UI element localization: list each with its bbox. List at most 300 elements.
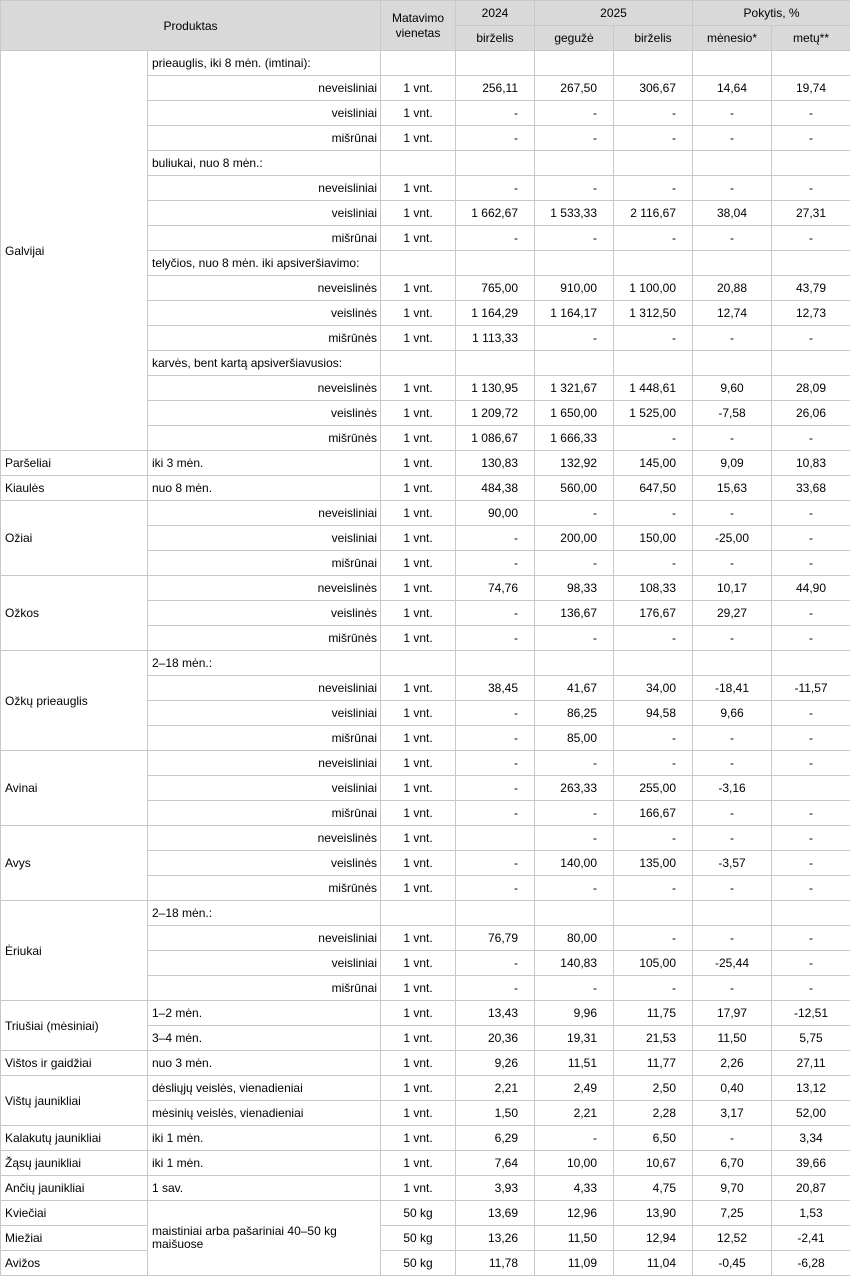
value-2025-geguze: 136,67 — [535, 601, 614, 626]
table-row — [1, 1051, 850, 1076]
value-2025-birzelis: - — [614, 826, 693, 851]
change-metu: 27,11 — [772, 1051, 850, 1076]
variety-cell: neveisliniai — [148, 501, 381, 526]
table-row — [1, 901, 850, 926]
variety-cell: veisliniai — [148, 201, 381, 226]
variety-cell: mišrūnai — [148, 551, 381, 576]
table-row — [1, 1226, 850, 1251]
empty-cell — [381, 901, 456, 926]
variety-cell: veisliniai — [148, 526, 381, 551]
value-2024-birzelis: - — [456, 101, 535, 126]
table-row — [1, 1151, 850, 1176]
subcategory-cell: nuo 8 mėn. — [148, 476, 381, 501]
value-2024-birzelis: 256,11 — [456, 76, 535, 101]
change-menesio: - — [693, 126, 772, 151]
value-2025-geguze: - — [535, 826, 614, 851]
table-row — [1, 651, 850, 676]
change-menesio: 9,60 — [693, 376, 772, 401]
empty-cell — [614, 651, 693, 676]
value-2025-birzelis: 1 100,00 — [614, 276, 693, 301]
value-2025-geguze: 11,50 — [535, 1226, 614, 1251]
change-metu: 3,34 — [772, 1126, 850, 1151]
value-2025-birzelis: 10,67 — [614, 1151, 693, 1176]
header-metu: metų** — [772, 26, 850, 51]
empty-cell — [535, 151, 614, 176]
product-group-cell: Avinai — [1, 751, 148, 826]
value-2025-geguze: - — [535, 751, 614, 776]
value-2025-geguze: 200,00 — [535, 526, 614, 551]
variety-cell: veislinės — [148, 601, 381, 626]
variety-cell: mišrūnai — [148, 126, 381, 151]
unit-cell: 1 vnt. — [381, 76, 456, 101]
value-2025-geguze: 1 321,67 — [535, 376, 614, 401]
variety-cell: veisliniai — [148, 701, 381, 726]
unit-cell: 1 vnt. — [381, 601, 456, 626]
variety-cell: veislinės — [148, 851, 381, 876]
empty-cell — [456, 651, 535, 676]
value-2024-birzelis: 13,43 — [456, 1001, 535, 1026]
product-group-cell: Avižos — [1, 1251, 148, 1276]
value-2025-birzelis: 94,58 — [614, 701, 693, 726]
empty-cell — [693, 151, 772, 176]
empty-cell — [456, 151, 535, 176]
value-2025-birzelis: 2,50 — [614, 1076, 693, 1101]
empty-cell — [381, 151, 456, 176]
empty-cell — [614, 901, 693, 926]
unit-cell: 1 vnt. — [381, 301, 456, 326]
subcategory-cell: nuo 3 mėn. — [148, 1051, 381, 1076]
change-menesio: 3,17 — [693, 1101, 772, 1126]
unit-cell: 1 vnt. — [381, 876, 456, 901]
change-metu: - — [772, 551, 850, 576]
unit-cell: 1 vnt. — [381, 976, 456, 1001]
value-2025-geguze: 560,00 — [535, 476, 614, 501]
value-2024-birzelis: 90,00 — [456, 501, 535, 526]
product-group-cell: Kiaulės — [1, 476, 148, 501]
value-2025-geguze: 86,25 — [535, 701, 614, 726]
value-2025-geguze: 11,51 — [535, 1051, 614, 1076]
value-2025-birzelis: 145,00 — [614, 451, 693, 476]
table-row — [1, 1176, 850, 1201]
subcategory-cell: 1 sav. — [148, 1176, 381, 1201]
value-2025-geguze: - — [535, 551, 614, 576]
value-2024-birzelis: - — [456, 776, 535, 801]
value-2024-birzelis: - — [456, 976, 535, 1001]
value-2025-birzelis: 255,00 — [614, 776, 693, 801]
product-group-cell: Ėriukai — [1, 901, 148, 1001]
change-metu: - — [772, 176, 850, 201]
subcategory-cell: 2–18 mėn.: — [148, 901, 381, 926]
value-2025-birzelis: - — [614, 976, 693, 1001]
value-2024-birzelis: - — [456, 751, 535, 776]
unit-cell: 1 vnt. — [381, 501, 456, 526]
change-metu: - — [772, 951, 850, 976]
variety-cell: mišrūnės — [148, 626, 381, 651]
unit-cell: 1 vnt. — [381, 851, 456, 876]
header-birzelis-2025: birželis — [614, 26, 693, 51]
subcategory-cell: mėsinių veislės, vienadieniai — [148, 1101, 381, 1126]
value-2025-geguze: 140,83 — [535, 951, 614, 976]
value-2025-birzelis: - — [614, 426, 693, 451]
change-menesio: 0,40 — [693, 1076, 772, 1101]
subcategory-cell: prieauglis, iki 8 mėn. (imtinai): — [148, 51, 381, 76]
header-menesio: mėnesio* — [693, 26, 772, 51]
value-2024-birzelis: - — [456, 951, 535, 976]
change-menesio: - — [693, 976, 772, 1001]
value-2024-birzelis: - — [456, 726, 535, 751]
value-2024-birzelis: 76,79 — [456, 926, 535, 951]
value-2025-birzelis: 4,75 — [614, 1176, 693, 1201]
change-menesio: 14,64 — [693, 76, 772, 101]
change-menesio: - — [693, 801, 772, 826]
change-metu: 39,66 — [772, 1151, 850, 1176]
value-2024-birzelis: 74,76 — [456, 576, 535, 601]
value-2025-geguze: 41,67 — [535, 676, 614, 701]
change-menesio: 12,52 — [693, 1226, 772, 1251]
empty-cell — [381, 51, 456, 76]
value-2025-geguze: 910,00 — [535, 276, 614, 301]
table-row — [1, 576, 850, 601]
change-metu: 28,09 — [772, 376, 850, 401]
variety-cell: neveisliniai — [148, 751, 381, 776]
change-menesio: - — [693, 751, 772, 776]
value-2025-geguze: - — [535, 626, 614, 651]
value-2025-birzelis: 1 312,50 — [614, 301, 693, 326]
change-menesio: - — [693, 826, 772, 851]
change-menesio: -25,00 — [693, 526, 772, 551]
variety-cell: veisliniai — [148, 776, 381, 801]
table-row — [1, 1001, 850, 1026]
change-menesio: - — [693, 501, 772, 526]
empty-cell — [381, 251, 456, 276]
empty-cell — [693, 651, 772, 676]
variety-cell: mišrūnės — [148, 876, 381, 901]
empty-cell — [614, 151, 693, 176]
empty-cell — [456, 51, 535, 76]
product-group-cell: Miežiai — [1, 1226, 148, 1251]
value-2025-geguze: 1 666,33 — [535, 426, 614, 451]
value-2024-birzelis: 3,93 — [456, 1176, 535, 1201]
empty-cell — [693, 251, 772, 276]
change-metu: - — [772, 926, 850, 951]
value-2025-geguze: 267,50 — [535, 76, 614, 101]
value-2024-birzelis: - — [456, 626, 535, 651]
change-menesio: -25,44 — [693, 951, 772, 976]
header-year-2025: 2025 — [535, 1, 693, 26]
value-2025-birzelis: 1 525,00 — [614, 401, 693, 426]
value-2025-birzelis: 2 116,67 — [614, 201, 693, 226]
change-menesio: 11,50 — [693, 1026, 772, 1051]
unit-cell: 50 kg — [381, 1251, 456, 1276]
value-2024-birzelis: - — [456, 801, 535, 826]
value-2024-birzelis: 2,21 — [456, 1076, 535, 1101]
change-metu: - — [772, 876, 850, 901]
value-2025-birzelis: 11,75 — [614, 1001, 693, 1026]
header-matavimo-vienetas: Matavimo vienetas — [381, 1, 456, 51]
unit-cell: 1 vnt. — [381, 1001, 456, 1026]
product-group-cell: Paršeliai — [1, 451, 148, 476]
value-2025-birzelis: 6,50 — [614, 1126, 693, 1151]
unit-cell: 1 vnt. — [381, 951, 456, 976]
value-2025-geguze: - — [535, 801, 614, 826]
change-menesio: -3,16 — [693, 776, 772, 801]
value-2025-birzelis: 13,90 — [614, 1201, 693, 1226]
change-metu: -2,41 — [772, 1226, 850, 1251]
value-2024-birzelis: 1 209,72 — [456, 401, 535, 426]
unit-cell: 1 vnt. — [381, 1076, 456, 1101]
value-2025-birzelis: 647,50 — [614, 476, 693, 501]
change-menesio: - — [693, 626, 772, 651]
variety-cell: veisliniai — [148, 951, 381, 976]
value-2025-geguze: - — [535, 126, 614, 151]
product-group-cell: Galvijai — [1, 51, 148, 451]
change-metu — [772, 776, 850, 801]
value-2024-birzelis: 1 130,95 — [456, 376, 535, 401]
value-2025-geguze: 2,49 — [535, 1076, 614, 1101]
unit-cell: 1 vnt. — [381, 626, 456, 651]
unit-cell: 1 vnt. — [381, 751, 456, 776]
unit-cell: 1 vnt. — [381, 726, 456, 751]
change-metu: -12,51 — [772, 1001, 850, 1026]
unit-cell: 50 kg — [381, 1226, 456, 1251]
table-row — [1, 751, 850, 776]
subcategory-cell: karvės, bent kartą apsiveršiavusios: — [148, 351, 381, 376]
value-2025-birzelis: 11,77 — [614, 1051, 693, 1076]
value-2025-birzelis: - — [614, 176, 693, 201]
value-2025-birzelis: - — [614, 551, 693, 576]
change-menesio: 9,66 — [693, 701, 772, 726]
unit-cell: 1 vnt. — [381, 701, 456, 726]
value-2024-birzelis — [456, 826, 535, 851]
product-group-cell: Ožkos — [1, 576, 148, 651]
value-2025-geguze: 98,33 — [535, 576, 614, 601]
variety-cell: neveislinės — [148, 826, 381, 851]
unit-cell: 1 vnt. — [381, 276, 456, 301]
table-row — [1, 451, 850, 476]
empty-cell — [693, 51, 772, 76]
empty-cell — [772, 901, 850, 926]
variety-cell: mišrūnai — [148, 726, 381, 751]
value-2025-geguze: 263,33 — [535, 776, 614, 801]
unit-cell: 1 vnt. — [381, 1126, 456, 1151]
variety-cell: mišrūnės — [148, 426, 381, 451]
empty-cell — [456, 901, 535, 926]
value-2025-birzelis: 166,67 — [614, 801, 693, 826]
value-2025-geguze: 11,09 — [535, 1251, 614, 1276]
table-row — [1, 1251, 850, 1276]
change-menesio: -3,57 — [693, 851, 772, 876]
product-group-cell: Žąsų jaunikliai — [1, 1151, 148, 1176]
unit-cell: 1 vnt. — [381, 401, 456, 426]
unit-cell: 1 vnt. — [381, 451, 456, 476]
change-menesio: - — [693, 426, 772, 451]
value-2024-birzelis: 1 113,33 — [456, 326, 535, 351]
change-menesio: 10,17 — [693, 576, 772, 601]
value-2025-geguze: 132,92 — [535, 451, 614, 476]
value-2025-birzelis: - — [614, 101, 693, 126]
value-2025-geguze: 140,00 — [535, 851, 614, 876]
change-metu: - — [772, 226, 850, 251]
value-2025-birzelis: 150,00 — [614, 526, 693, 551]
value-2025-birzelis: - — [614, 626, 693, 651]
change-metu: - — [772, 726, 850, 751]
value-2024-birzelis: 11,78 — [456, 1251, 535, 1276]
value-2024-birzelis: - — [456, 126, 535, 151]
variety-cell: neveislinės — [148, 276, 381, 301]
change-metu: - — [772, 326, 850, 351]
table-header — [1, 1, 850, 51]
unit-cell: 1 vnt. — [381, 1151, 456, 1176]
product-group-cell: Vištų jaunikliai — [1, 1076, 148, 1126]
value-2025-geguze: - — [535, 1126, 614, 1151]
value-2025-birzelis: 34,00 — [614, 676, 693, 701]
value-2025-birzelis: 306,67 — [614, 76, 693, 101]
value-2025-birzelis: 2,28 — [614, 1101, 693, 1126]
value-2024-birzelis: - — [456, 701, 535, 726]
value-2025-geguze: - — [535, 176, 614, 201]
value-2025-birzelis: 1 448,61 — [614, 376, 693, 401]
value-2025-geguze: - — [535, 976, 614, 1001]
empty-cell — [693, 351, 772, 376]
value-2025-geguze: - — [535, 326, 614, 351]
empty-cell — [772, 151, 850, 176]
empty-cell — [772, 351, 850, 376]
change-metu: - — [772, 526, 850, 551]
value-2024-birzelis: 6,29 — [456, 1126, 535, 1151]
change-menesio: 29,27 — [693, 601, 772, 626]
table-row — [1, 826, 850, 851]
unit-cell: 50 kg — [381, 1201, 456, 1226]
change-menesio: 38,04 — [693, 201, 772, 226]
change-menesio: -7,58 — [693, 401, 772, 426]
change-metu: 5,75 — [772, 1026, 850, 1051]
value-2024-birzelis: 20,36 — [456, 1026, 535, 1051]
change-metu: - — [772, 751, 850, 776]
value-2024-birzelis: 484,38 — [456, 476, 535, 501]
unit-cell: 1 vnt. — [381, 1051, 456, 1076]
value-2024-birzelis: - — [456, 851, 535, 876]
subcategory-cell: 3–4 mėn. — [148, 1026, 381, 1051]
change-menesio: 17,97 — [693, 1001, 772, 1026]
table-row — [1, 1076, 850, 1101]
change-menesio: - — [693, 926, 772, 951]
value-2024-birzelis: 1 662,67 — [456, 201, 535, 226]
unit-cell: 1 vnt. — [381, 376, 456, 401]
unit-cell: 1 vnt. — [381, 676, 456, 701]
variety-cell: neveislinės — [148, 376, 381, 401]
unit-cell: 1 vnt. — [381, 201, 456, 226]
change-metu: 26,06 — [772, 401, 850, 426]
empty-cell — [535, 651, 614, 676]
variety-cell: neveisliniai — [148, 76, 381, 101]
variety-cell: veisliniai — [148, 101, 381, 126]
empty-cell — [772, 651, 850, 676]
change-metu: - — [772, 976, 850, 1001]
unit-cell: 1 vnt. — [381, 226, 456, 251]
subcategory-cell: 2–18 mėn.: — [148, 651, 381, 676]
change-menesio: -0,45 — [693, 1251, 772, 1276]
change-metu: - — [772, 126, 850, 151]
value-2025-geguze: - — [535, 226, 614, 251]
table-row — [1, 1201, 850, 1226]
header-year-2024: 2024 — [456, 1, 535, 26]
empty-cell — [381, 351, 456, 376]
header-produktas: Produktas — [1, 1, 381, 51]
value-2024-birzelis: 1 086,67 — [456, 426, 535, 451]
empty-cell — [614, 251, 693, 276]
change-metu: 19,74 — [772, 76, 850, 101]
value-2024-birzelis: 1,50 — [456, 1101, 535, 1126]
change-menesio: 6,70 — [693, 1151, 772, 1176]
variety-cell: mišrūnės — [148, 326, 381, 351]
change-metu: - — [772, 626, 850, 651]
change-metu: - — [772, 426, 850, 451]
change-metu: - — [772, 101, 850, 126]
product-group-cell: Avys — [1, 826, 148, 901]
value-2024-birzelis: 765,00 — [456, 276, 535, 301]
value-2025-geguze: 12,96 — [535, 1201, 614, 1226]
variety-cell: neveislinės — [148, 576, 381, 601]
unit-cell: 1 vnt. — [381, 426, 456, 451]
header-pokytis: Pokytis, % — [693, 1, 850, 26]
change-metu: -11,57 — [772, 676, 850, 701]
value-2024-birzelis: - — [456, 601, 535, 626]
value-2025-birzelis: - — [614, 501, 693, 526]
product-group-cell: Ožkų prieauglis — [1, 651, 148, 751]
variety-cell: mišrūnai — [148, 801, 381, 826]
change-metu: - — [772, 851, 850, 876]
value-2025-birzelis: - — [614, 226, 693, 251]
value-2025-birzelis: - — [614, 726, 693, 751]
variety-cell: mišrūnai — [148, 226, 381, 251]
unit-cell: 1 vnt. — [381, 126, 456, 151]
value-2024-birzelis: - — [456, 176, 535, 201]
empty-cell — [772, 251, 850, 276]
value-2025-geguze: 1 650,00 — [535, 401, 614, 426]
value-2025-geguze: 10,00 — [535, 1151, 614, 1176]
change-metu: - — [772, 801, 850, 826]
value-2025-birzelis: - — [614, 926, 693, 951]
variety-cell: neveisliniai — [148, 926, 381, 951]
table-row — [1, 1126, 850, 1151]
change-menesio: 7,25 — [693, 1201, 772, 1226]
variety-cell: mišrūnai — [148, 976, 381, 1001]
change-menesio: 9,70 — [693, 1176, 772, 1201]
value-2024-birzelis: 7,64 — [456, 1151, 535, 1176]
product-group-cell: Ožiai — [1, 501, 148, 576]
change-metu: 1,53 — [772, 1201, 850, 1226]
change-metu: -6,28 — [772, 1251, 850, 1276]
product-group-cell: Vištos ir gaidžiai — [1, 1051, 148, 1076]
variety-cell: veislinės — [148, 301, 381, 326]
change-metu: 44,90 — [772, 576, 850, 601]
variety-cell: neveisliniai — [148, 176, 381, 201]
unit-cell: 1 vnt. — [381, 826, 456, 851]
empty-cell — [535, 901, 614, 926]
change-metu: 10,83 — [772, 451, 850, 476]
change-metu: - — [772, 701, 850, 726]
unit-cell: 1 vnt. — [381, 926, 456, 951]
value-2025-birzelis: 105,00 — [614, 951, 693, 976]
value-2025-birzelis: - — [614, 126, 693, 151]
value-2025-geguze: 2,21 — [535, 1101, 614, 1126]
unit-cell: 1 vnt. — [381, 1176, 456, 1201]
change-metu: 43,79 — [772, 276, 850, 301]
value-2024-birzelis: 13,69 — [456, 1201, 535, 1226]
table-body — [1, 51, 850, 1276]
unit-cell: 1 vnt. — [381, 551, 456, 576]
value-2024-birzelis: - — [456, 526, 535, 551]
